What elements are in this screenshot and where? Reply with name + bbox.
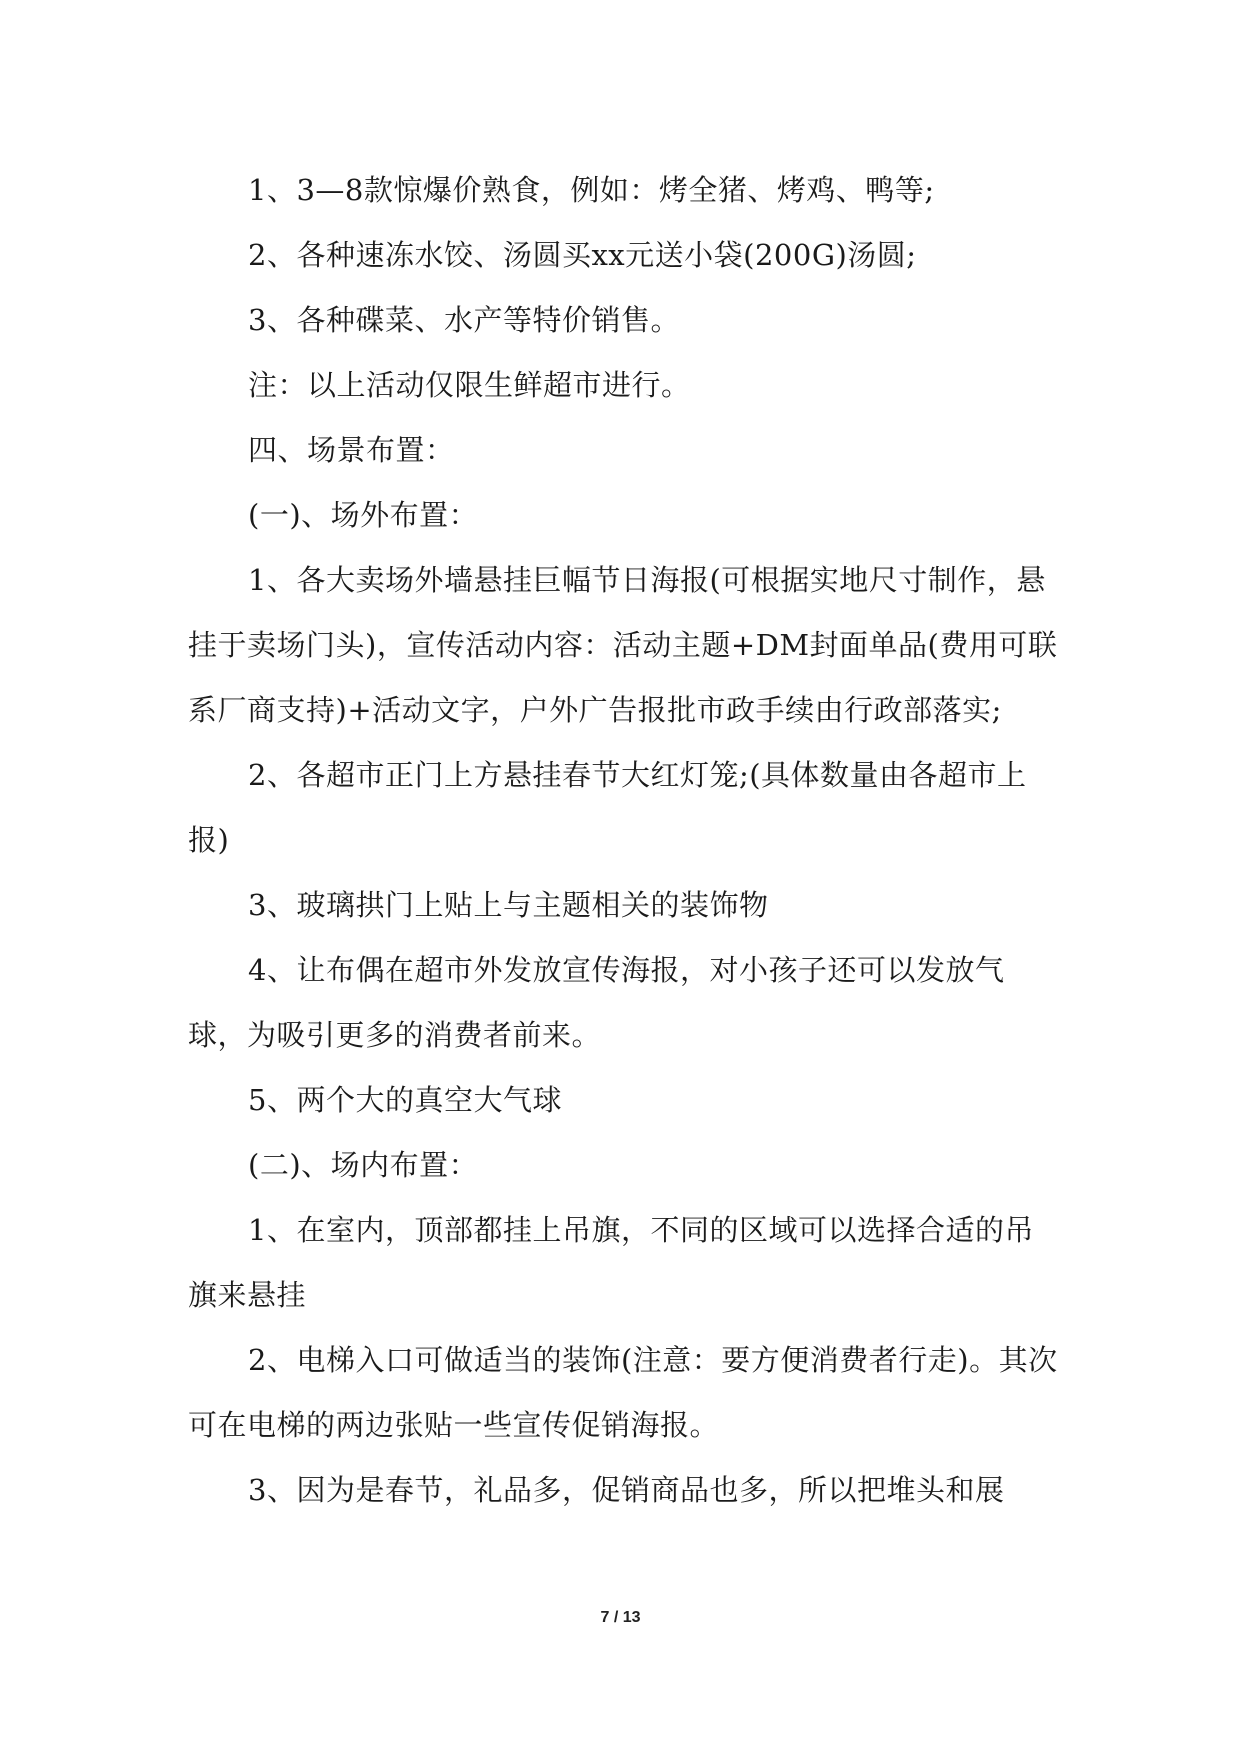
paragraph: 2、各超市正门上方悬挂春节大红灯笼;(具体数量由各超市上报) bbox=[188, 758, 1027, 857]
paragraph: 3、各种碟菜、水产等特价销售。 bbox=[248, 303, 680, 337]
paragraph: 3、玻璃拱门上贴上与主题相关的装饰物 bbox=[248, 888, 769, 922]
paragraph: 1、在室内，顶部都挂上吊旗，不同的区域可以选择合适的吊旗来悬挂 bbox=[188, 1213, 1034, 1312]
paragraph: 注：以上活动仅限生鲜超市进行。 bbox=[248, 368, 691, 402]
paragraph: 4、让布偶在超市外发放宣传海报，对小孩子还可以发放气球，为吸引更多的消费者前来。 bbox=[188, 953, 1005, 1052]
section-heading: 四、场景布置： bbox=[248, 433, 455, 467]
subsection-heading: (二)、场内布置： bbox=[248, 1148, 479, 1182]
subsection-heading: (一)、场外布置： bbox=[248, 498, 479, 532]
paragraph: 1、各大卖场外墙悬挂巨幅节日海报(可根据实地尺寸制作，悬挂于卖场门头)，宣传活动内容：活动主题+DM封面单品(费用可联系厂商支持)+活动文字，户外广告报批市政手续由行政部落实; bbox=[188, 563, 1058, 727]
document-body bbox=[188, 158, 1058, 1523]
page-number: 7 / 13 bbox=[600, 1609, 641, 1626]
paragraph: 2、各种速冻水饺、汤圆买xx元送小袋(200G)汤圆; bbox=[248, 238, 917, 272]
paragraph: 5、两个大的真空大气球 bbox=[248, 1083, 562, 1117]
paragraph: 3、因为是春节，礼品多，促销商品也多，所以把堆头和展 bbox=[248, 1473, 1005, 1507]
paragraph: 2、电梯入口可做适当的装饰(注意：要方便消费者行走)。其次可在电梯的两边张贴一些宣传促销海报。 bbox=[188, 1343, 1058, 1442]
paragraph: 1、3—8款惊爆价熟食，例如：烤全猪、烤鸡、鸭等; bbox=[248, 173, 935, 207]
